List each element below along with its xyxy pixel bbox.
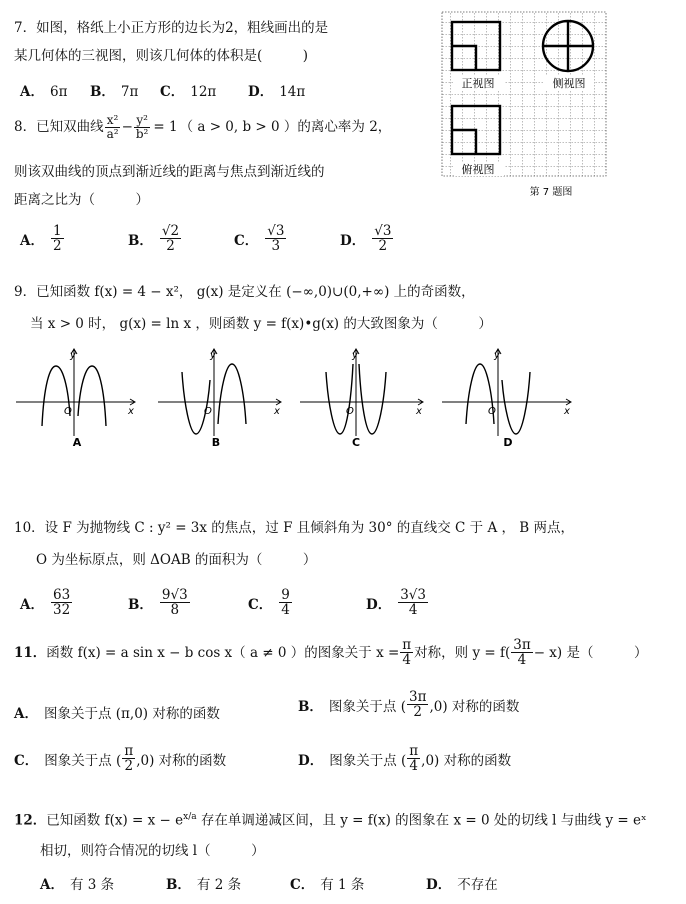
frac-num: π bbox=[402, 637, 412, 653]
q12-number: 12． bbox=[14, 812, 47, 829]
q12-line1-post: 存在单调递减区间，且 y = f(x) 的图象在 x = 0 处的切线 l 与曲线 y = eˣ bbox=[196, 812, 647, 829]
option-frac bbox=[265, 224, 286, 253]
option-label: C． bbox=[290, 877, 315, 893]
q11-frac-pi4 bbox=[400, 638, 413, 667]
q7-option-b[interactable] bbox=[90, 80, 138, 100]
y-label: y bbox=[70, 350, 76, 361]
q10-option-b[interactable] bbox=[128, 588, 191, 617]
option-pre: 图象关于点 ( bbox=[44, 752, 122, 769]
option-label: B． bbox=[90, 84, 115, 100]
frac-den: 4 bbox=[408, 602, 418, 619]
option-frac bbox=[122, 744, 135, 773]
q12-option-a[interactable] bbox=[40, 873, 114, 893]
option-label: B． bbox=[166, 877, 191, 893]
frac-num: √2 bbox=[161, 223, 180, 239]
option-label: C． bbox=[14, 752, 39, 769]
q12-option-b[interactable] bbox=[166, 873, 241, 893]
y-label: y bbox=[352, 350, 358, 361]
option-label: A． bbox=[20, 232, 44, 249]
option-pre: 图象关于点 ( bbox=[328, 698, 406, 715]
q9-line2: 当 x > 0 时， g(x) = ln x ，则函数 y = f(x)•g(x) 的大致图象为（ ） bbox=[30, 316, 492, 332]
option-label: D． bbox=[248, 84, 274, 100]
q12-line2: 相切，则符合情况的切线 l（ ） bbox=[40, 843, 265, 859]
option-value: 有 1 条 bbox=[320, 877, 365, 893]
frac-den: 8 bbox=[170, 602, 180, 619]
q7-line1: 7．如图，格纸上小正方形的边长为2，粗线画出的是 bbox=[14, 20, 329, 36]
frac-den: 4 bbox=[402, 652, 412, 669]
option-label: C． bbox=[234, 232, 259, 249]
frac-den: 4 bbox=[517, 652, 527, 669]
q9-graph-d[interactable] bbox=[440, 344, 576, 450]
option-value: 不存在 bbox=[457, 877, 498, 893]
x-label: x bbox=[416, 406, 422, 417]
y-label: y bbox=[494, 350, 500, 361]
q11-option-d[interactable] bbox=[298, 744, 511, 773]
frac-den: 2 bbox=[378, 238, 388, 255]
q8-cond: （ a > 0, b > 0 ）的离心率为 2， bbox=[179, 119, 392, 135]
origin-label: O bbox=[204, 406, 212, 417]
frac-num: √3 bbox=[374, 223, 392, 239]
q11-part1: 函数 f(x) = a sin x − b cos x（ a ≠ 0 ）的图象关于 x = bbox=[46, 644, 400, 661]
q8-line2: 则该双曲线的顶点到渐近线的距离与焦点到渐近线的 bbox=[14, 164, 325, 180]
frac-den: 4 bbox=[281, 602, 290, 619]
curve-right bbox=[359, 364, 386, 434]
curve-right bbox=[502, 372, 530, 434]
option-label: C． bbox=[160, 84, 185, 100]
q11-frac-3pi4 bbox=[511, 638, 532, 667]
option-text: 图象关于点 (π,0) 对称的函数 bbox=[43, 706, 220, 722]
q8-option-c[interactable] bbox=[234, 224, 287, 253]
origin-label: O bbox=[64, 406, 72, 417]
option-frac bbox=[279, 588, 292, 617]
option-value: 12π bbox=[190, 84, 217, 100]
q9-graph-a[interactable] bbox=[14, 344, 140, 450]
q9-line1: 9．已知函数 f(x) = 4 − x²， g(x) 是定义在 (−∞,0)∪(0,+∞) 上的奇函数， bbox=[14, 284, 475, 300]
option-frac bbox=[51, 224, 64, 253]
option-frac bbox=[372, 224, 393, 253]
q11-option-a[interactable] bbox=[14, 702, 220, 722]
option-value: 7π bbox=[120, 84, 139, 100]
q12-line1-pre: 已知函数 f(x) = x − e bbox=[46, 812, 184, 829]
frac-num: π bbox=[409, 743, 419, 759]
q12-exponent: x/a bbox=[183, 812, 197, 822]
frac-num: 9√3 bbox=[161, 587, 188, 603]
q7-three-view-figure bbox=[438, 10, 608, 200]
frac-den: a² bbox=[106, 126, 119, 141]
frac-num: 3π bbox=[513, 637, 531, 653]
option-label: C． bbox=[248, 596, 273, 613]
option-post: ,0) 对称的函数 bbox=[136, 752, 227, 769]
q8-frac-y bbox=[134, 114, 151, 140]
q11-part2: 对称，则 y = f( bbox=[414, 644, 511, 661]
side-view-label: 侧视图 bbox=[552, 77, 586, 90]
q11-option-b[interactable] bbox=[298, 690, 519, 719]
frac-den: 2 bbox=[52, 238, 62, 255]
q8-option-a[interactable] bbox=[20, 224, 65, 253]
graph-label-b: B bbox=[211, 436, 221, 449]
q7-line2: 某几何体的三视图，则该几何体的体积是( ) bbox=[14, 48, 309, 64]
option-label: A． bbox=[20, 596, 44, 613]
curve-left bbox=[42, 366, 70, 426]
graph-label-a: A bbox=[72, 436, 82, 449]
option-value: 有 2 条 bbox=[196, 877, 242, 893]
frac-num: 63 bbox=[52, 587, 71, 603]
option-label: B． bbox=[298, 698, 323, 715]
frac-num: 3√3 bbox=[400, 587, 426, 603]
x-label: x bbox=[274, 406, 280, 417]
q9-graph-c[interactable] bbox=[298, 344, 428, 450]
q10-line2: O 为坐标原点，则 ΔOAB 的面积为（ ） bbox=[36, 552, 317, 568]
q7-option-a[interactable] bbox=[20, 80, 67, 100]
option-frac bbox=[407, 690, 428, 719]
x-label: x bbox=[564, 406, 570, 417]
top-view-label: 俯视图 bbox=[461, 163, 495, 176]
q11-number: 11． bbox=[14, 644, 47, 661]
frac-den: 3 bbox=[271, 238, 281, 255]
option-label: D． bbox=[366, 596, 392, 613]
option-frac bbox=[398, 588, 428, 617]
frac-num: √3 bbox=[267, 223, 285, 239]
q9-graph-b[interactable] bbox=[156, 344, 286, 450]
option-frac bbox=[160, 224, 181, 253]
q8-line3: 距离之比为（ ） bbox=[14, 192, 149, 208]
origin-label: O bbox=[488, 406, 496, 417]
frac-den: 2 bbox=[166, 238, 175, 255]
q12-option-c[interactable] bbox=[290, 873, 364, 893]
option-pre: 图象关于点 ( bbox=[329, 752, 407, 769]
grid-background bbox=[442, 12, 606, 176]
q10-line1: 10．设 F 为抛物线 C : y² = 3x 的焦点，过 F 且倾斜角为 30° 的直线交 C 于 A ， B 两点， bbox=[14, 520, 575, 536]
option-frac bbox=[51, 588, 72, 617]
option-label: B． bbox=[128, 596, 153, 613]
frac-den: 4 bbox=[409, 758, 419, 775]
q10-option-a[interactable] bbox=[20, 588, 73, 617]
option-frac bbox=[407, 744, 420, 773]
q11-option-c[interactable] bbox=[14, 744, 226, 773]
option-label: D． bbox=[298, 752, 324, 769]
y-label: y bbox=[210, 350, 216, 361]
option-label: A． bbox=[14, 706, 38, 722]
frac-num: 1 bbox=[52, 223, 62, 239]
option-label: D． bbox=[426, 877, 452, 893]
option-value: 有 3 条 bbox=[69, 877, 115, 893]
frac-num: π bbox=[124, 743, 134, 759]
q12-line1 bbox=[14, 812, 647, 829]
side-view-shape bbox=[543, 21, 593, 71]
q11-part3: − x) 是（ ） bbox=[533, 644, 648, 661]
option-label: D． bbox=[340, 232, 366, 249]
frac-den: 2 bbox=[413, 704, 423, 721]
q8-minus: − bbox=[121, 119, 133, 135]
q7-option-d[interactable] bbox=[248, 80, 305, 100]
q10-option-d[interactable] bbox=[366, 588, 429, 617]
curve-right bbox=[218, 364, 246, 424]
curve-left bbox=[326, 364, 353, 434]
frac-den: b² bbox=[135, 126, 149, 141]
option-label: A． bbox=[40, 877, 64, 893]
graph-label-c: C bbox=[351, 436, 361, 449]
option-post: ,0) 对称的函数 bbox=[421, 752, 512, 769]
frac-den: 32 bbox=[52, 602, 71, 619]
figure-caption: 第 7 题图 bbox=[529, 187, 573, 198]
curve-left bbox=[182, 372, 210, 434]
option-value: 6π bbox=[49, 84, 68, 100]
graph-label-d: D bbox=[503, 436, 513, 449]
q8-eq: = 1 bbox=[153, 119, 178, 135]
q11-stem bbox=[14, 638, 647, 667]
frac-num: y² bbox=[136, 113, 148, 127]
option-value: 14π bbox=[279, 84, 306, 100]
option-label: B． bbox=[128, 232, 153, 249]
q10-option-c[interactable] bbox=[248, 588, 293, 617]
option-label: A． bbox=[20, 84, 44, 100]
option-post: ,0) 对称的函数 bbox=[429, 698, 520, 715]
q8-prefix: 8．已知双曲线 bbox=[14, 119, 104, 135]
q8-line1 bbox=[14, 114, 391, 140]
option-frac bbox=[160, 588, 190, 617]
frac-den: 2 bbox=[124, 758, 134, 775]
q7-option-c[interactable] bbox=[160, 80, 216, 100]
origin-label: O bbox=[346, 406, 354, 417]
q8-frac-x bbox=[105, 114, 121, 140]
frac-num: 9 bbox=[281, 587, 290, 603]
frac-num: x² bbox=[106, 113, 119, 127]
x-label: x bbox=[128, 406, 134, 417]
q12-option-d[interactable] bbox=[426, 873, 498, 893]
curve-right bbox=[78, 366, 106, 426]
frac-num: 3π bbox=[408, 689, 427, 705]
q8-option-b[interactable] bbox=[128, 224, 182, 253]
front-view-label: 正视图 bbox=[461, 77, 495, 90]
q8-option-d[interactable] bbox=[340, 224, 394, 253]
